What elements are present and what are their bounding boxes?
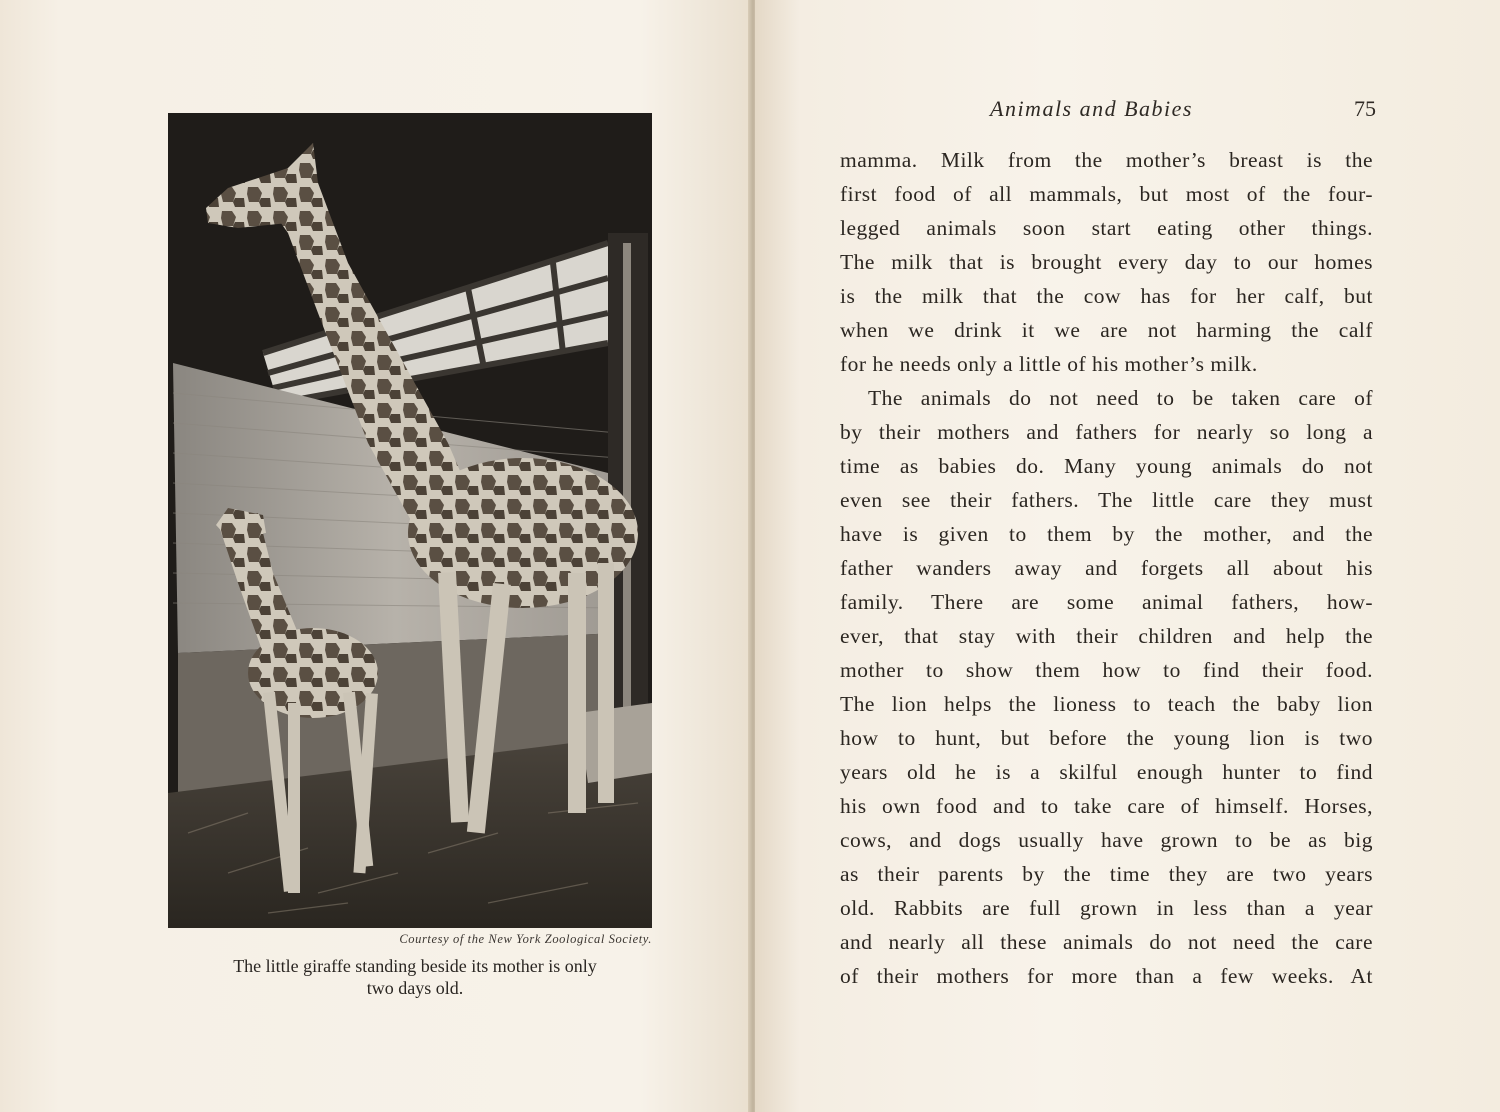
text-line: The milk that is brought every day to our homes <box>840 250 1373 274</box>
text-line: as their parents by the time they are two years <box>840 862 1373 886</box>
text-line: by their mothers and fathers for nearly so long a <box>840 420 1373 444</box>
text-line: first food of all mammals, but most of the four- <box>840 182 1373 206</box>
giraffe-photo-illustration <box>168 113 652 928</box>
text-line: ever, that stay with their children and help the <box>840 624 1373 648</box>
text-line: years old he is a skilful enough hunter to find <box>840 760 1373 784</box>
running-head: Animals and Babies <box>990 96 1193 121</box>
text-line: The animals do not need to be taken care of <box>868 386 1373 410</box>
giraffe-photo <box>168 113 652 928</box>
photo-caption <box>180 955 650 999</box>
text-line: family. There are some animal fathers, how- <box>840 590 1373 614</box>
text-line: even see their fathers. The little care they must <box>840 488 1373 512</box>
caption-line: The little giraffe standing beside its mother is only <box>233 956 597 976</box>
text-line: The lion helps the lioness to teach the baby lion <box>840 692 1373 716</box>
caption-line: two days old. <box>366 978 464 998</box>
text-line: is the milk that the cow has for her calf, but <box>840 284 1373 308</box>
photo-credit: Courtesy of the New York Zoological Society. <box>399 932 652 946</box>
text-line: legged animals soon start eating other things. <box>840 216 1373 240</box>
text-line: and nearly all these animals do not need the care <box>840 930 1373 954</box>
body-text <box>840 143 1373 993</box>
text-line: old. Rabbits are full grown in less than a year <box>840 896 1373 920</box>
text-line: when we drink it we are not harming the calf <box>840 318 1373 342</box>
text-line: cows, and dogs usually have grown to be as big <box>840 828 1373 852</box>
text-line: how to hunt, but before the young lion is two <box>840 726 1373 750</box>
text-line: mother to show them how to find their food. <box>840 658 1373 682</box>
text-line: father wanders away and forgets all about his <box>840 556 1373 580</box>
text-line: of their mothers for more than a few weeks. At <box>840 964 1373 988</box>
text-line: have is given to them by the mother, and the <box>840 522 1373 546</box>
page-number: 75 <box>1354 96 1376 121</box>
text-line: mamma. Milk from the mother’s breast is the <box>840 148 1373 172</box>
text-line: time as babies do. Many young animals do not <box>840 454 1373 478</box>
text-line: for he needs only a little of his mother’s milk. <box>840 352 1258 376</box>
text-line: his own food and to take care of himself. Horses, <box>840 794 1373 818</box>
